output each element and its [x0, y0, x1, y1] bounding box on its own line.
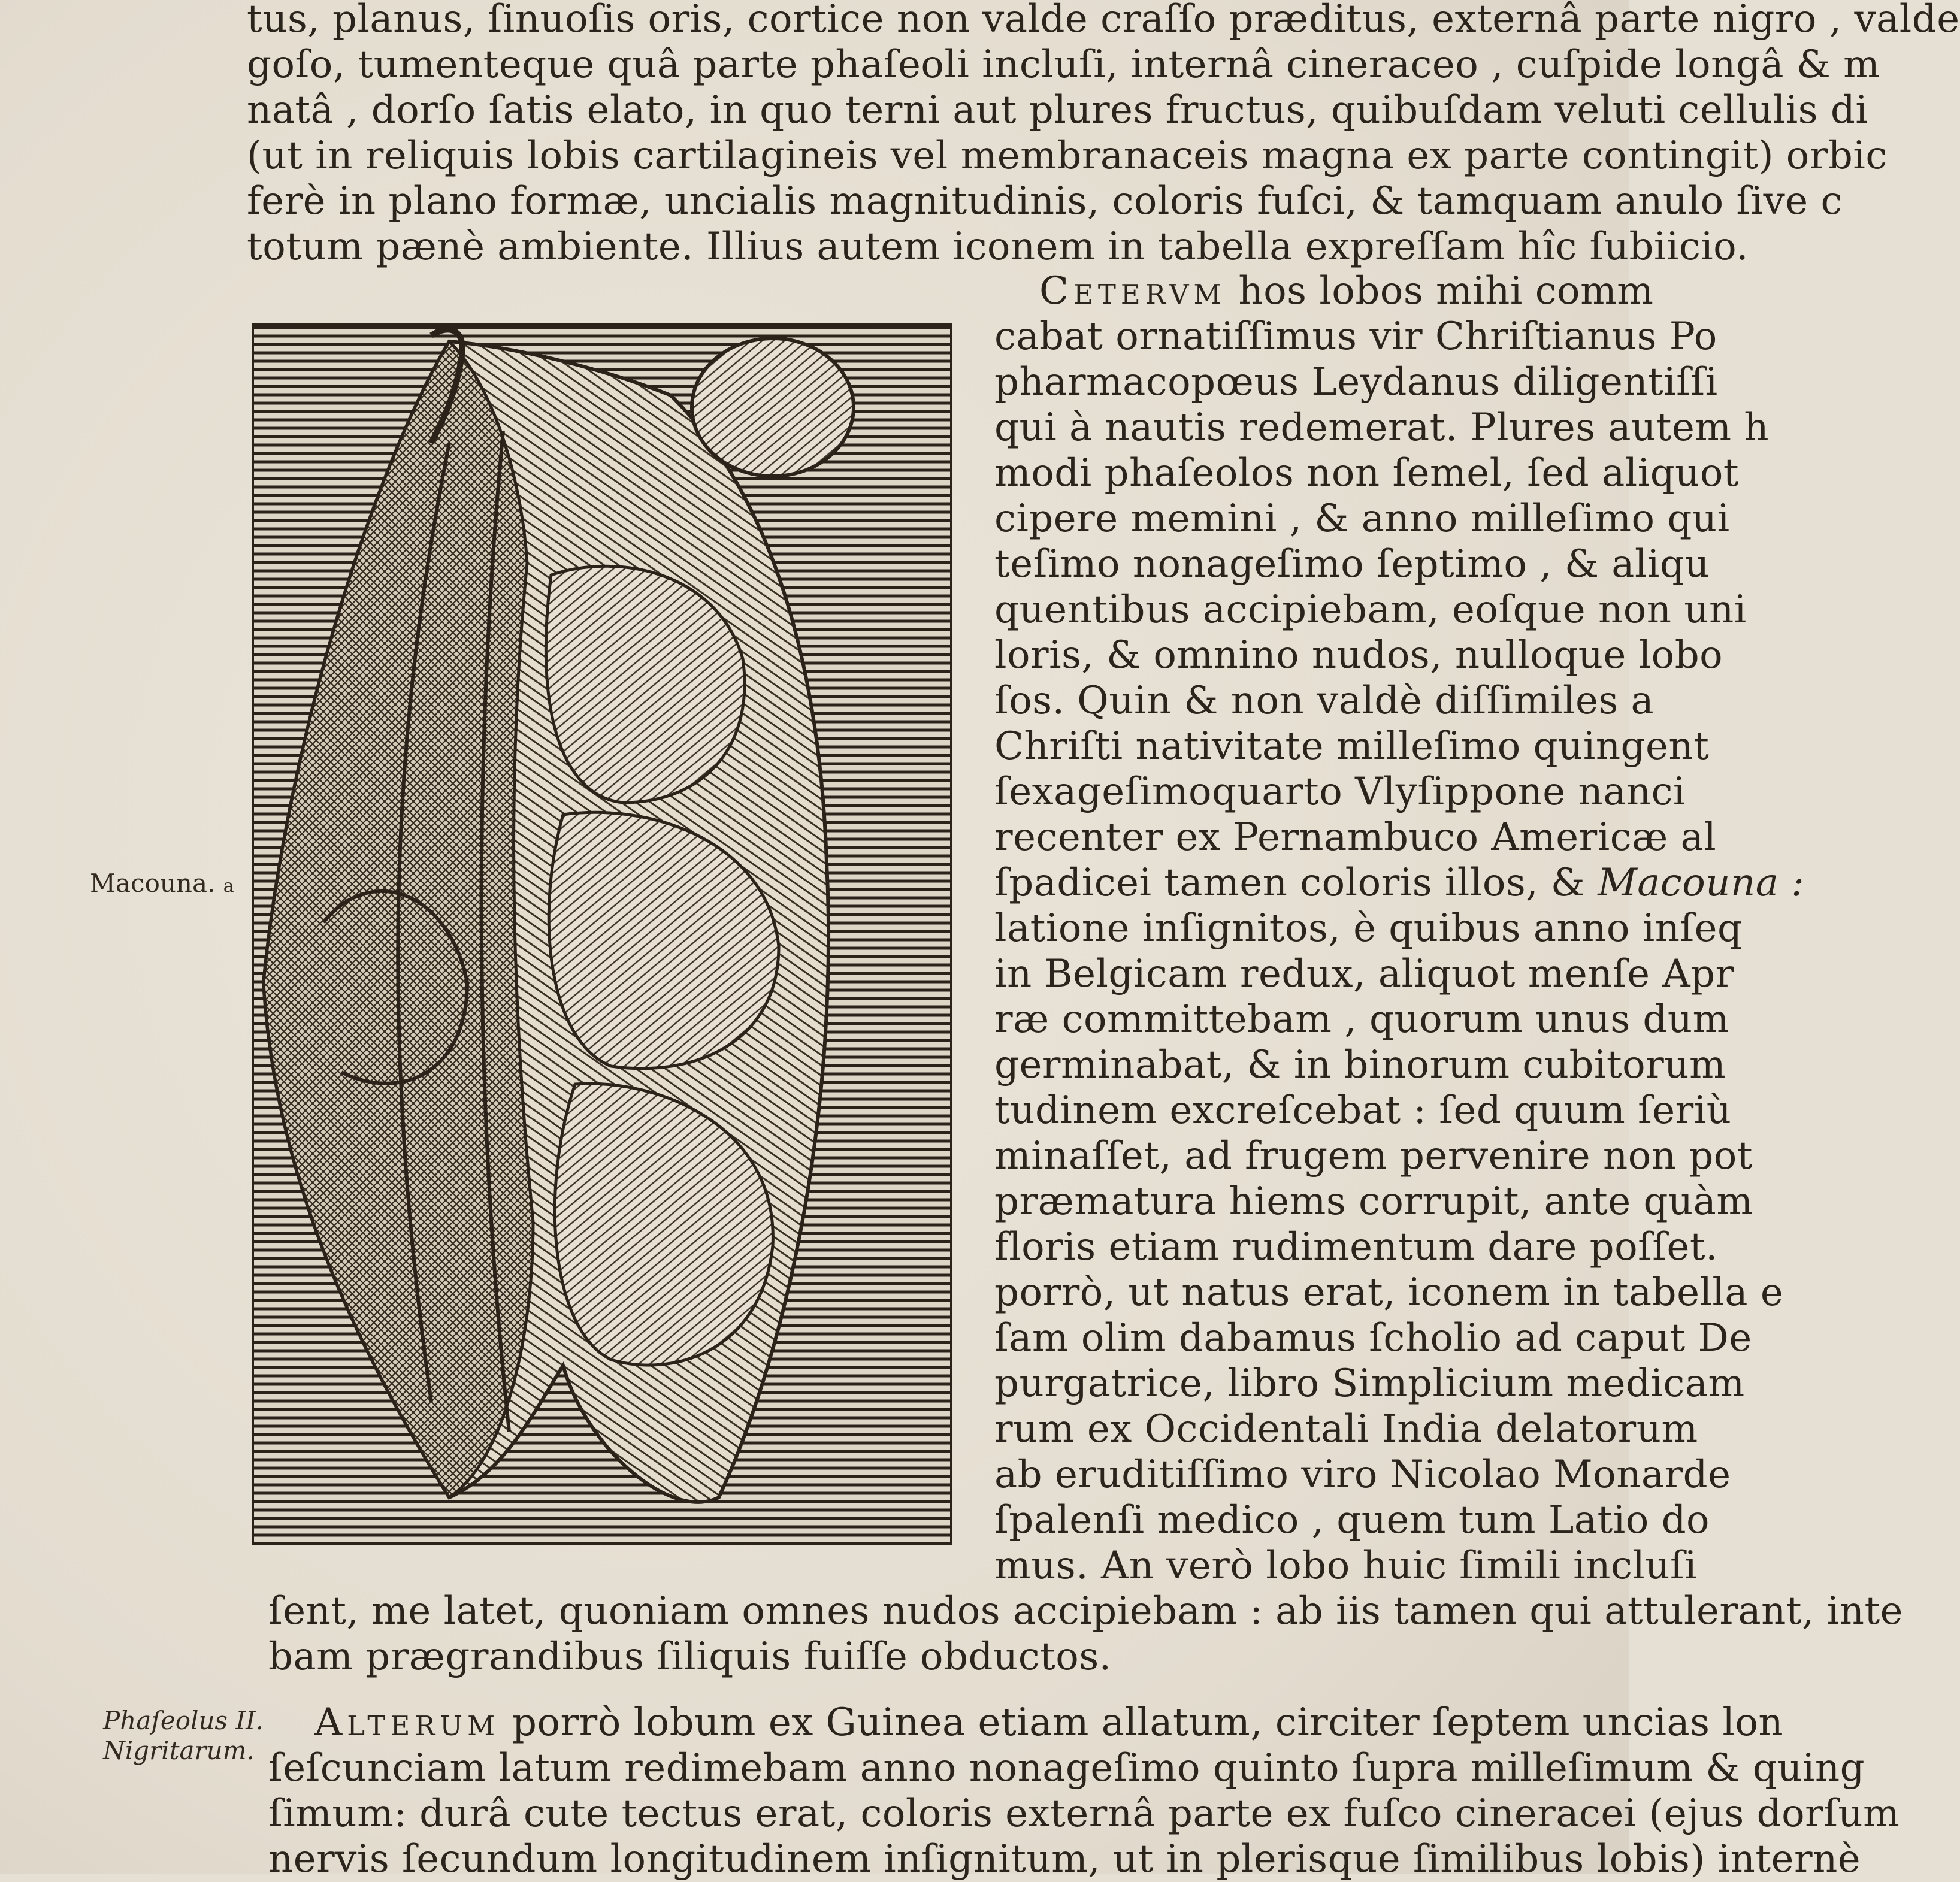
text-line: præmatura hiems corrupit, ante quàm — [994, 1179, 1753, 1224]
text-line: modi phaſeolos non ſemel, ſed aliquot — [994, 451, 1740, 495]
text-line: tudinem excreſcebat : ſed quum ſeriù — [994, 1088, 1732, 1133]
text-line: bam prægrandibus ſiliquis fuiſſe obductos. — [268, 1635, 1112, 1679]
text-line: natâ , dorſo ſatis elato, in quo terni aut plures fructus, quibuſdam veluti cellulis di — [247, 88, 1868, 132]
text-line: cabat ornatiſſimus vir Chriſtianus Po — [994, 314, 1717, 359]
text-line: teſimo nonageſimo ſeptimo , & aliqu — [994, 542, 1710, 586]
text-line: cipere memini , & anno milleſimo qui — [994, 497, 1730, 541]
text-line — [314, 1700, 1783, 1745]
text-line: loris, & omnino nudos, nulloque lobo — [994, 633, 1723, 677]
text-line: Chriſti nativitate milleſimo quingent — [994, 724, 1710, 768]
text-line: ſeſcunciam latum redimebam anno nonageſimo quinto ſupra milleſimum & quing — [268, 1746, 1865, 1790]
text-line: ſimum: durâ cute tectus erat, coloris externâ parte ex fuſco cineracei (ejus dorſum — [268, 1792, 1900, 1836]
text-line: ſent, me latet, quoniam omnes nudos accipiebam : ab iis tamen qui attulerant, inte — [268, 1589, 1904, 1633]
drop-caps-word: Alterum — [314, 1701, 500, 1745]
text-line: mus. An verò lobo huic ſimili incluſi — [994, 1544, 1698, 1588]
margin-note-nigritarum: Nigritarum. — [103, 1736, 255, 1765]
text-line: nervis ſecundum longitudinem inſignitum, ut in plerisque ſimilibus lobis) internè — [268, 1837, 1861, 1881]
text-line: quentibus accipiebam, eoſque non uni — [994, 588, 1747, 632]
macouna-italic: Macouna : — [1598, 861, 1805, 905]
drop-caps-word: Cetervm — [1039, 269, 1226, 313]
text-line: qui à nautis redemerat. Plures autem h — [994, 406, 1770, 450]
text-line: ſos. Quin & non valdè diſſimiles a — [994, 679, 1654, 723]
text-line: germinabat, & in binorum cubitorum — [994, 1043, 1726, 1087]
text-line: ræ committebam , quorum unus dum — [994, 997, 1729, 1042]
margin-note-mark: a — [223, 876, 234, 897]
text-line: recenter ex Pernambuco Americæ al — [994, 815, 1717, 860]
text-line: pharmacopœus Leydanus diligentiſſi — [994, 360, 1718, 404]
margin-note-text: Macouna. — [90, 869, 216, 898]
text-line: in Belgicam redux, aliquot menſe Apr — [994, 952, 1734, 996]
text-line: goſo, tumenteque quâ parte phaſeoli incluſi, internâ cineraceo , cuſpide longâ & m — [247, 43, 1880, 87]
text-line — [1039, 268, 1653, 314]
margin-note-macouna — [90, 869, 234, 901]
text-run: hos lobos mihi comm — [1226, 269, 1654, 313]
text-line — [994, 860, 1804, 906]
text-line: ab eruditiſſimo viro Nicolao Monarde — [994, 1453, 1731, 1497]
text-line: ſexageſimoquarto Vlyſippone nanci — [994, 770, 1686, 814]
text-line: ſam olim dabamus ſcholio ad caput De — [994, 1316, 1752, 1360]
text-line: ferè in plano formæ, uncialis magnitudinis, coloris fuſci, & tamquam anulo ſive c — [247, 179, 1843, 223]
text-line: rum ex Occidentali India delatorum — [994, 1407, 1698, 1451]
text-line: (ut in reliquis lobis cartilagineis vel membranaceis magna ex parte contingit) orbic — [247, 134, 1888, 178]
text-line: totum pænè ambiente. Illius autem iconem in tabella expreſſam hîc ſubiicio. — [247, 225, 1749, 269]
round-seed — [692, 338, 854, 476]
margin-note-phaseolus: Phaſeolus II. — [103, 1706, 264, 1735]
text-line: floris etiam rudimentum dare poſſet. — [994, 1225, 1718, 1269]
text-line: porrò, ut natus erat, iconem in tabella e — [994, 1270, 1784, 1315]
text-line: tus, planus, ſinuoſis oris, cortice non valde craſſo præditus, externâ parte nigro , valde — [247, 0, 1960, 41]
text-line: ſpalenſi medico , quem tum Latio do — [994, 1498, 1710, 1542]
text-line: purgatrice, libro Simplicium medicam — [994, 1361, 1745, 1406]
text-run: porrò lobum ex Guinea etiam allatum, circiter ſeptem uncias lon — [500, 1701, 1784, 1745]
text-run: ſpadicei tamen coloris illos, & — [994, 861, 1598, 905]
text-line: latione inſignitos, è quibus anno inſeq — [994, 906, 1743, 951]
woodcut-illustration — [252, 323, 952, 1545]
text-line: minaſſet, ad frugem pervenire non pot — [994, 1134, 1753, 1178]
